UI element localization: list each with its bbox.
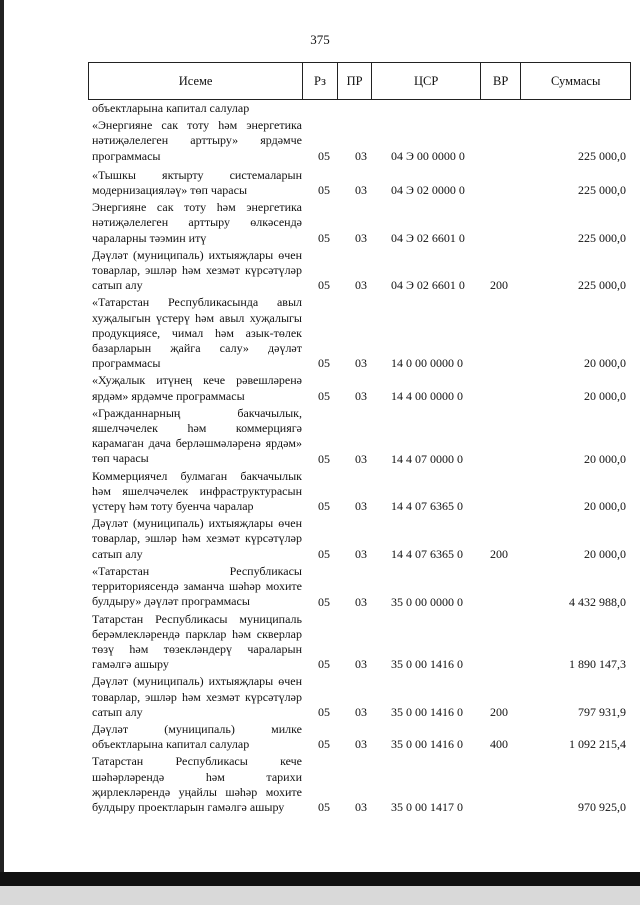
table-row xyxy=(92,516,626,562)
row-name: объектларына капитал салулар xyxy=(92,101,250,115)
table-row xyxy=(92,101,626,116)
row-sum: 225 000,0 xyxy=(578,183,626,198)
row-rz: 05 xyxy=(318,800,330,815)
row-pr: 03 xyxy=(355,704,367,719)
table-row xyxy=(92,200,626,246)
row-pr: 03 xyxy=(355,499,367,514)
row-rz: 05 xyxy=(318,704,330,719)
table-row xyxy=(92,248,626,294)
row-pr: 03 xyxy=(355,737,367,752)
row-sum: 225 000,0 xyxy=(578,230,626,245)
row-pr: 03 xyxy=(355,800,367,815)
column-header-rz: Рз xyxy=(303,63,338,99)
row-rz: 05 xyxy=(318,451,330,466)
row-csr: 14 0 00 0000 0 xyxy=(391,356,463,371)
row-csr: 35 0 00 1417 0 xyxy=(391,800,463,815)
row-sum: 20 000,0 xyxy=(584,388,626,403)
row-pr: 03 xyxy=(355,356,367,371)
row-csr: 35 0 00 0000 0 xyxy=(391,594,463,609)
row-pr: 03 xyxy=(355,594,367,609)
row-sum: 797 931,9 xyxy=(578,704,626,719)
row-sum: 20 000,0 xyxy=(584,499,626,514)
row-name: Коммерциячел булмаган бакчачылык һәм яшелчәчелек инфраструктурасын үстерү һәм тоту буенча чаралар xyxy=(92,468,302,514)
row-sum: 225 000,0 xyxy=(578,148,626,163)
row-pr: 03 xyxy=(355,388,367,403)
row-name: «Татарстан Республикасы территориясендә заманча шәһәр мохите булдыру» дәүләт программасы xyxy=(92,563,302,609)
row-sum: 20 000,0 xyxy=(584,546,626,561)
row-vr: 400 xyxy=(490,737,508,752)
table-row xyxy=(92,118,626,164)
table-row xyxy=(92,564,626,610)
row-sum: 970 925,0 xyxy=(578,800,626,815)
row-rz: 05 xyxy=(318,737,330,752)
row-name: «Гражданнарның бакчачылык, яшелчәчелек һәм коммерциягә карамаган дача берләшмәләренә ярдәм» төп чарасы xyxy=(92,405,302,466)
row-name: Дәүләт (муниципаль) милке объектларына капитал салулар xyxy=(92,721,302,752)
table-row xyxy=(92,674,626,720)
row-csr: 04 Э 02 6601 0 xyxy=(391,230,465,245)
row-csr: 04 Э 02 6601 0 xyxy=(391,278,465,293)
row-sum: 225 000,0 xyxy=(578,278,626,293)
row-sum: 1 092 215,4 xyxy=(569,737,626,752)
table-header xyxy=(88,62,631,100)
row-csr: 04 Э 02 0000 0 xyxy=(391,183,465,198)
row-pr: 03 xyxy=(355,230,367,245)
row-csr: 35 0 00 1416 0 xyxy=(391,704,463,719)
row-csr: 35 0 00 1416 0 xyxy=(391,657,463,672)
table-row xyxy=(92,612,626,673)
row-name: Дәүләт (муниципаль) ихтыяҗлары өчен товарлар, эшләр һәм хезмәт күрсәтүләр сатып алу xyxy=(92,674,302,719)
row-pr: 03 xyxy=(355,657,367,672)
row-rz: 05 xyxy=(318,388,330,403)
row-csr: 14 4 00 0000 0 xyxy=(391,388,463,403)
row-rz: 05 xyxy=(318,148,330,163)
table-row xyxy=(92,722,626,752)
row-name: «Тышкы яктырту системаларын модернизацияләү» төп чарасы xyxy=(92,167,302,198)
row-sum: 4 432 988,0 xyxy=(569,594,626,609)
row-rz: 05 xyxy=(318,546,330,561)
row-csr: 14 4 07 6365 0 xyxy=(391,499,463,514)
row-name: Татарстан Республикасы муниципаль берәмлекләрендә парклар һәм скверлар төзү һәм төзекләндерү чараларын гамәлгә ашыру xyxy=(92,611,302,672)
row-vr: 200 xyxy=(490,704,508,719)
row-name: Дәүләт (муниципаль) ихтыяҗлары өчен товарлар, эшләр һәм хезмәт күрсәтүләр сатып алу xyxy=(92,247,302,293)
row-sum: 20 000,0 xyxy=(584,356,626,371)
row-name: «Татарстан Республикасында авыл хуҗалыгын үстерү һәм авыл хуҗалыгы продукциясе, чимал һәм азык-төлек базарларын җайга салу» дәүләт программасы xyxy=(92,295,302,371)
row-pr: 03 xyxy=(355,546,367,561)
row-vr: 200 xyxy=(490,278,508,293)
row-pr: 03 xyxy=(355,148,367,163)
row-rz: 05 xyxy=(318,230,330,245)
row-csr: 35 0 00 1416 0 xyxy=(391,737,463,752)
row-rz: 05 xyxy=(318,278,330,293)
page-number: 375 xyxy=(310,32,330,47)
row-name: Энергияне сак тоту һәм энергетика нәтиҗәлелеген арттыру өлкәсендә чараларны тәэмин итү xyxy=(92,200,302,245)
scan-bottom-margin xyxy=(0,886,640,905)
column-header-vr: ВР xyxy=(481,63,521,99)
scan-bottom-border xyxy=(0,872,640,886)
table-body xyxy=(92,101,626,817)
row-vr: 200 xyxy=(490,546,508,561)
row-rz: 05 xyxy=(318,499,330,514)
row-pr: 03 xyxy=(355,183,367,198)
row-name: Дәүләт (муниципаль) ихтыяҗлары өчен товарлар, эшләр һәм хезмәт күрсәтүләр сатып алу xyxy=(92,516,302,561)
table-row xyxy=(92,295,626,371)
row-name: «Энергияне сак тоту һәм энергетика нәтиҗәлелеген арттыру» ярдәмче программасы xyxy=(92,118,302,163)
row-sum: 20 000,0 xyxy=(584,451,626,466)
row-csr: 04 Э 00 0000 0 xyxy=(391,148,465,163)
column-header-csr: ЦСР xyxy=(372,63,481,99)
row-name: Татарстан Республикасы кече шәһәрләрендә һәм тарихи җирлекләрендә уңайлы шәһәр мохите булдыру проектларын гамәлгә ашыру xyxy=(92,754,302,814)
table-row xyxy=(92,168,626,198)
table-row xyxy=(92,373,626,403)
row-rz: 05 xyxy=(318,356,330,371)
table-row xyxy=(92,469,626,515)
row-sum: 1 890 147,3 xyxy=(569,657,626,672)
column-header-name: Исеме xyxy=(89,63,303,99)
table-row xyxy=(92,406,626,467)
row-rz: 05 xyxy=(318,594,330,609)
row-name: «Хуҗалык итүнең кече рәвешләренә ярдәм» ярдәмче программасы xyxy=(92,373,302,403)
row-pr: 03 xyxy=(355,451,367,466)
row-csr: 14 4 07 6365 0 xyxy=(391,546,463,561)
row-csr: 14 4 07 0000 0 xyxy=(391,451,463,466)
row-rz: 05 xyxy=(318,657,330,672)
row-pr: 03 xyxy=(355,278,367,293)
scan-edge xyxy=(0,0,4,905)
column-header-sum: Суммасы xyxy=(551,73,601,88)
row-rz: 05 xyxy=(318,183,330,198)
column-header-pr: ПР xyxy=(338,63,373,99)
table-row xyxy=(92,754,626,815)
